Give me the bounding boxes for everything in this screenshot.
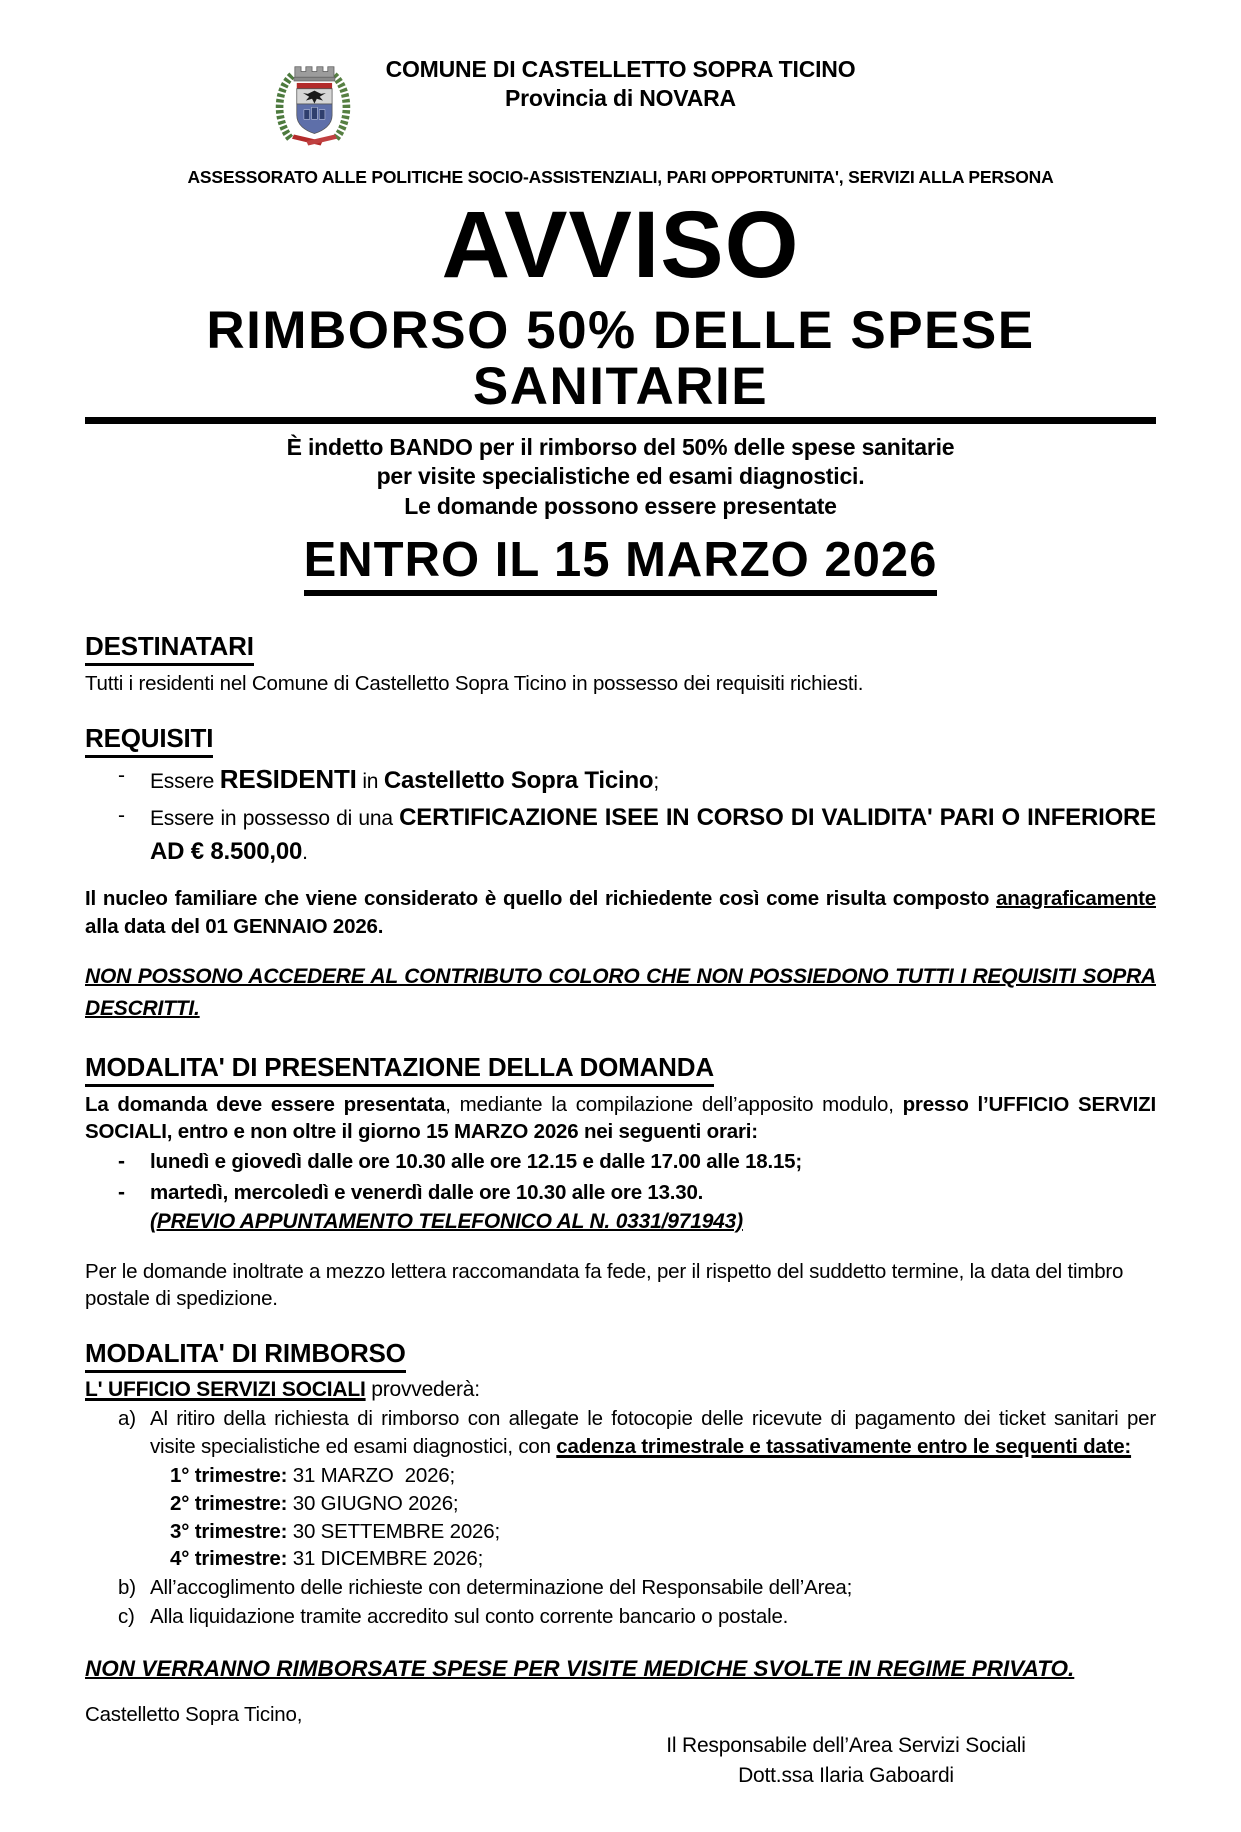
section-requisiti <box>85 724 1156 1025</box>
nucleo-familiare-note <box>85 885 1156 940</box>
orario-item-2 <box>118 1179 1156 1208</box>
orario-1-text: lunedì e giovedì dalle ore 10.30 alle ore 12.15 e dalle 17.00 alle 18.15; <box>150 1149 803 1173</box>
intro-line-2: per visite specialistiche ed esami diagnostici. <box>376 463 865 490</box>
requisito-1-mid: in <box>356 770 384 794</box>
requisiti-warning-text: NON POSSONO ACCEDERE AL CONTRIBUTO COLORO CHE NON POSSIEDONO TUTTI I REQUISITI SOPRA DESCRITTI. <box>85 964 1156 1021</box>
document-header <box>85 55 1156 167</box>
postal-note: Per le domande inoltrate a mezzo lettera raccomandata fa fede, per il rispetto del suddetto termine, la data del timbro postale di spedizione. <box>85 1259 1124 1310</box>
dash-marker: - <box>118 764 125 788</box>
trimestre-4 <box>170 1545 1156 1573</box>
intro-line-3: Le domande possono essere presentate <box>404 492 837 519</box>
section-destinatari <box>85 632 1156 697</box>
presentazione-intro-bold1: La domanda deve essere presentata <box>85 1092 446 1116</box>
trimestre-1-date: 31 MARZO 2026; <box>287 1463 455 1487</box>
no-private-warning-text: NON VERRANNO RIMBORSATE SPESE PER VISITE MEDICHE SVOLTE IN REGIME PRIVATO. <box>85 1655 1075 1681</box>
item-a-underlined: cadenza trimestrale e tassativamente entro le sequenti date: <box>556 1434 1132 1458</box>
requisito-2-post: . <box>302 841 308 865</box>
requisito-1-pre: Essere <box>150 770 220 794</box>
dash-marker: - <box>118 1180 125 1204</box>
trimestre-2-date: 30 GIUGNO 2026; <box>287 1491 459 1515</box>
requisito-1-strong2: Castelletto Sopra Ticino <box>383 767 654 795</box>
wreath-right <box>334 75 346 138</box>
trimestre-2 <box>170 1490 1156 1518</box>
requisito-2-strong: CERTIFICAZIONE ISEE IN CORSO DI VALIDITA' PARI O INFERIORE AD € 8.500,00 <box>150 804 1156 866</box>
signature-role: Il Responsabile dell’Area Servizi Sociali <box>666 1734 1026 1757</box>
trimestre-3 <box>170 1518 1156 1546</box>
item-b-text: All’accoglimento delle richieste con determinazione del Responsabile dell’Area; <box>150 1576 853 1600</box>
item-a-body <box>150 1405 1156 1573</box>
item-a-pre: Al ritiro della richiesta di rimborso con allegate le fotocopie delle ricevute di pagamento dei ticket sanitari per visite specialistiche ed esami diagnostici, con <box>150 1407 1156 1458</box>
province-name: Provincia di NOVARA <box>505 85 736 112</box>
item-b-label: b) <box>118 1576 136 1600</box>
no-private-warning <box>85 1654 1156 1683</box>
shield-red-band <box>297 83 332 89</box>
section-rimborso <box>85 1339 1156 1630</box>
requisiti-warning <box>85 961 1156 1026</box>
municipal-coat-of-arms-icon <box>271 57 355 149</box>
item-c-label: c) <box>118 1604 135 1628</box>
rimborso-item-a <box>118 1405 1156 1573</box>
destinatari-body: Tutti i residenti nel Comune di Castelletto Sopra Ticino in possesso dei requisiti richiesti. <box>85 672 864 696</box>
nucleo-pre: Il nucleo familiare che viene considerato è quello del richiedente così come risulta composto <box>85 887 997 911</box>
wreath-left <box>280 75 292 138</box>
requisito-2-pre: Essere in possesso di una <box>150 807 400 831</box>
notice-title: AVVISO <box>441 192 800 298</box>
requisito-1-text <box>150 760 1156 799</box>
trimestre-3-label: 3° trimestre: <box>170 1519 288 1543</box>
presentazione-heading: MODALITA' DI PRESENTAZIONE DELLA DOMANDA <box>85 1053 714 1087</box>
rimborso-item-b <box>118 1574 1156 1601</box>
rimborso-heading: MODALITA' DI RIMBORSO <box>85 1339 406 1373</box>
requisito-item-1 <box>118 760 1156 799</box>
dash-marker: - <box>118 804 125 828</box>
section-presentazione <box>85 1053 1156 1312</box>
requisiti-heading: REQUISITI <box>85 724 213 758</box>
place-line: Castelletto Sopra Ticino, <box>85 1703 303 1726</box>
orario-item-1 <box>118 1148 1156 1177</box>
notice-intro <box>85 433 1156 521</box>
signature-name: Dott.ssa Ilaria Gaboardi <box>738 1764 954 1788</box>
signature-block <box>606 1731 1086 1792</box>
municipality-name: COMUNE DI CASTELLETTO SOPRA TICINO <box>385 56 856 82</box>
deadline-text: ENTRO IL 15 MARZO 2026 <box>304 535 938 596</box>
item-a-label: a) <box>118 1407 136 1431</box>
item-c-text: Alla liquidazione tramite accredito sul conto corrente bancario o postale. <box>150 1604 789 1628</box>
requisito-1-strong: RESIDENTI <box>219 764 357 795</box>
trimestre-2-label: 2° trimestre: <box>170 1491 288 1515</box>
trimestre-1 <box>170 1462 1156 1490</box>
trimestre-4-date: 31 DICEMBRE 2026; <box>287 1547 484 1571</box>
deadline-wrap <box>85 532 1156 596</box>
appointment-note-text: (PREVIO APPUNTAMENTO TELEFONICO AL N. 0331/971943) <box>150 1209 743 1233</box>
requisito-item-2 <box>118 801 1156 869</box>
presentazione-intro-regular: , mediante la compilazione dell’apposito modulo, <box>445 1092 903 1116</box>
requisito-2-text <box>150 801 1156 869</box>
crown-base <box>294 77 335 81</box>
appointment-note <box>150 1210 1156 1234</box>
notice-subject: RIMBORSO 50% DELLE SPESE SANITARIE <box>85 303 1156 424</box>
destinatari-heading: DESTINATARI <box>85 632 254 666</box>
presentazione-intro <box>85 1091 1156 1146</box>
office-line <box>85 1376 1156 1404</box>
orario-2-text: martedì, mercoledì e venerdì dalle ore 10.30 alle ore 13.30. <box>150 1180 704 1204</box>
notice-subject-wrap <box>85 303 1156 424</box>
nucleo-underlined: anagraficamente <box>996 887 1156 911</box>
office-verb: provvederà: <box>365 1377 480 1401</box>
nucleo-post: alla data del 01 GENNAIO 2026. <box>85 914 384 938</box>
item-a-text <box>150 1405 1156 1460</box>
trimestre-3-date: 30 SETTEMBRE 2026; <box>287 1519 500 1543</box>
dash-marker: - <box>118 1149 125 1173</box>
presentazione-intro-bold2: presso l’UFFICIO SERVIZI SOCIALI, entro e non oltre il giorno 15 MARZO 2026 nei seguenti orari: <box>85 1092 1156 1144</box>
crown <box>295 67 334 78</box>
rimborso-item-c <box>118 1603 1156 1630</box>
office-name: L' UFFICIO SERVIZI SOCIALI <box>85 1377 366 1401</box>
requisito-1-post: ; <box>653 770 660 794</box>
trimestre-1-label: 1° trimestre: <box>170 1463 288 1487</box>
intro-line-1: È indetto BANDO per il rimborso del 50% delle spese sanitarie <box>286 434 955 461</box>
department-line: ASSESSORATO ALLE POLITICHE SOCIO-ASSISTENZIALI, PARI OPPORTUNITA', SERVIZI ALLA PERSONA <box>187 167 1054 187</box>
trimestri-list <box>170 1462 1156 1574</box>
trimestre-4-label: 4° trimestre: <box>170 1547 288 1571</box>
